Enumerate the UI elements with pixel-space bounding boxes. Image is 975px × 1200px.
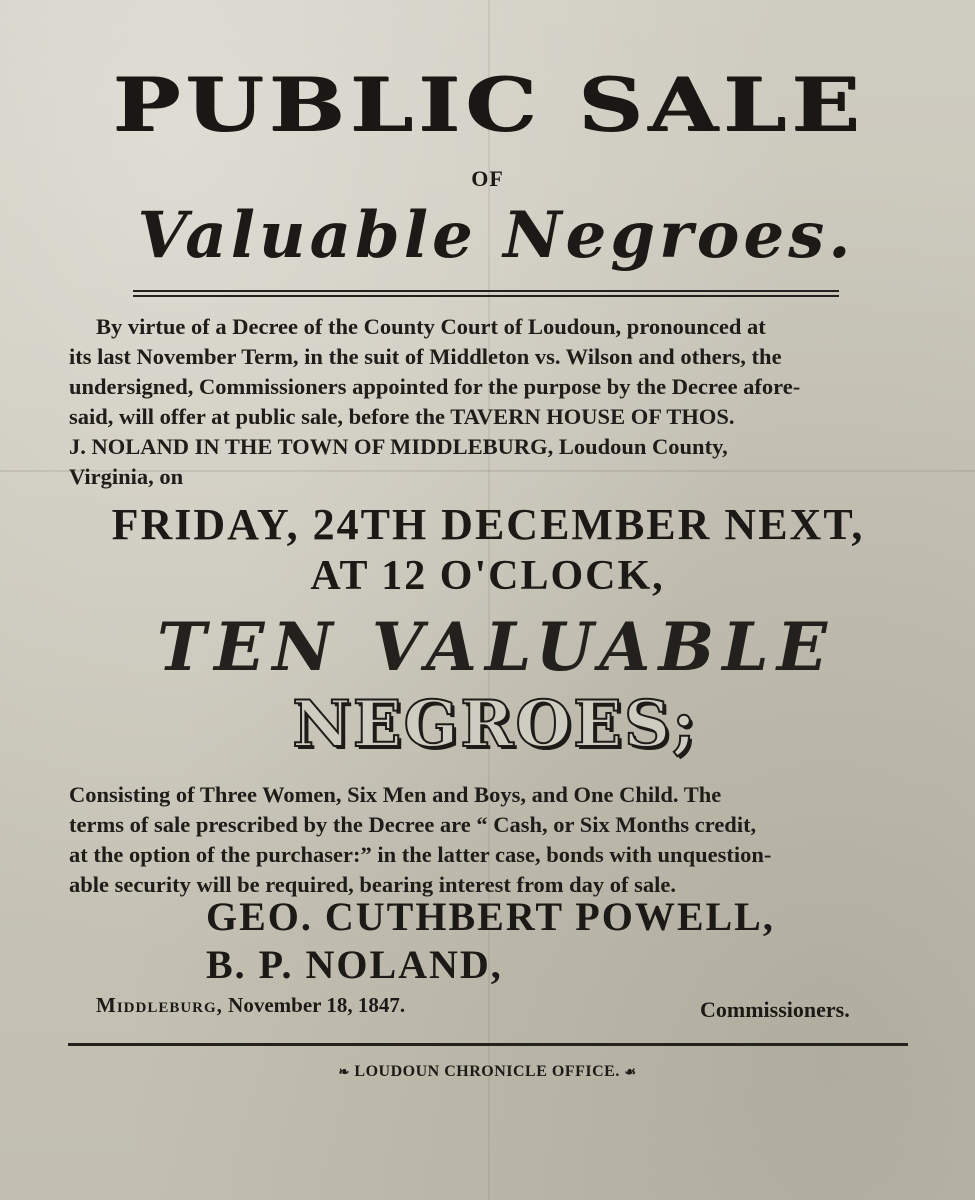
double-rule-top (133, 290, 839, 292)
imprint-text: LOUDOUN CHRONICLE OFFICE. (354, 1063, 620, 1080)
terms-line: at the option of the purchaser:” in the latter case, bonds with unquestion- (69, 842, 772, 867)
place-and-date (96, 990, 405, 1020)
left-ornament-icon: ❧ (338, 1064, 350, 1079)
right-ornament-icon: ☙ (624, 1064, 637, 1079)
printer-imprint (0, 1060, 975, 1084)
written-date: November 18, 1847. (228, 993, 406, 1017)
bottom-rule (68, 1043, 908, 1046)
body-line: Virginia, on (69, 464, 184, 489)
body-line: J. NOLAND IN THE TOWN OF MIDDLEBURG, Loudoun County, (69, 434, 728, 459)
terms-line: able security will be required, bearing interest from day of sale. (69, 872, 677, 897)
body-line: undersigned, Commissioners appointed for the purpose by the Decree afore- (69, 374, 801, 399)
signatory-powell: GEO. CUTHBERT POWELL, (206, 894, 775, 939)
terms-line: Consisting of Three Women, Six Men and Boys, and One Child. The (69, 782, 722, 807)
sale-time: AT 12 O'CLOCK, (310, 553, 665, 599)
double-rule-bottom (133, 295, 839, 297)
poster-title: PUBLIC SALE (112, 61, 865, 149)
sale-date: FRIDAY, 24TH DECEMBER NEXT, (111, 500, 865, 549)
place-name: Middleburg, (96, 993, 223, 1017)
body-line: said, will offer at public sale, before the TAVERN HOUSE OF THOS. (69, 404, 735, 429)
title-of: OF (471, 166, 504, 191)
signatory-noland: B. P. NOLAND, (206, 942, 503, 987)
terms-line: terms of sale prescribed by the Decree are “ Cash, or Six Months credit, (69, 812, 757, 837)
headline-ten-valuable: TEN VALUABLE (156, 608, 836, 686)
body-line: its last November Term, in the suit of Middleton vs. Wilson and others, the (69, 344, 782, 369)
body-line: By virtue of a Decree of the County Court of Loudoun, pronounced at (96, 314, 766, 339)
poster-subtitle: Valuable Negroes. (137, 198, 855, 273)
commissioners-label: Commissioners. (700, 997, 850, 1022)
headline-negroes: NEGROES; (292, 687, 698, 762)
